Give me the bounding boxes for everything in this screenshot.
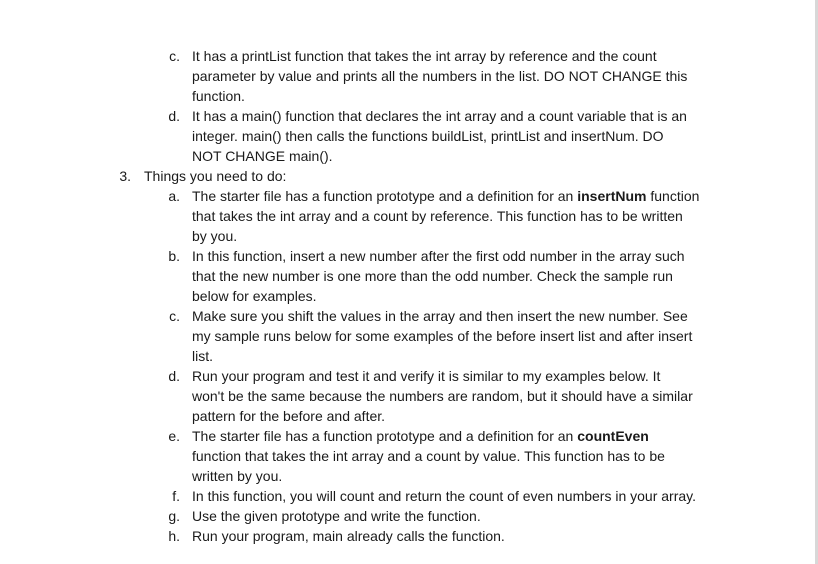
text-run: The starter file has a function prototype and a definition for an	[192, 428, 578, 444]
list-item-continuation	[0, 326, 815, 346]
list-text: pattern for the before and after.	[192, 408, 386, 424]
list-item-continuation	[0, 286, 815, 306]
list-item-c-shift	[0, 306, 815, 326]
function-name-counteven: countEven	[577, 428, 649, 444]
list-item-b	[0, 246, 815, 266]
list-item-continuation	[0, 386, 815, 406]
list-text: In this function, you will count and return the count of even numbers in your array.	[192, 488, 697, 504]
section-number: 3.	[119, 168, 131, 184]
list-text: that takes the int array and a count by reference. This function has to be written	[192, 208, 683, 224]
list-item-h	[0, 526, 815, 546]
list-item-continuation	[0, 466, 815, 486]
list-item-continuation	[0, 266, 815, 286]
list-text: Use the given prototype and write the function.	[192, 508, 481, 524]
list-item-continuation	[0, 146, 815, 166]
function-name-insertnum: insertNum	[577, 188, 647, 204]
list-item-continuation	[0, 66, 815, 86]
list-item-continuation	[0, 346, 815, 366]
list-marker: g.	[168, 508, 180, 524]
list-text: NOT CHANGE main().	[192, 148, 333, 164]
list-marker: d.	[168, 368, 180, 384]
list-text: It has a main() function that declares the int array and a count variable that is an	[192, 108, 687, 124]
list-text: In this function, insert a new number after the first odd number in the array such	[192, 248, 685, 264]
list-text: It has a printList function that takes the int array by reference and the count	[192, 48, 657, 64]
list-text: by you.	[192, 228, 238, 244]
list-item-d-run	[0, 366, 815, 386]
list-marker: f.	[172, 488, 180, 504]
list-item-continuation	[0, 126, 815, 146]
document-body	[0, 46, 815, 546]
list-text: list.	[192, 348, 213, 364]
list-item-g	[0, 506, 815, 526]
list-text	[192, 426, 649, 446]
list-text: my sample runs below for some examples of the before insert list and after insert	[192, 328, 693, 344]
list-text: function that takes the int array and a count by value. This function has to be	[192, 448, 665, 464]
list-item-e-counteven	[0, 426, 815, 446]
list-item-f	[0, 486, 815, 506]
list-text: written by you.	[192, 468, 283, 484]
list-marker: c.	[169, 48, 180, 64]
section-title: Things you need to do:	[144, 168, 287, 184]
list-text: Run your program, main already calls the function.	[192, 528, 505, 544]
list-item-continuation	[0, 406, 815, 426]
text-run: function	[646, 188, 700, 204]
list-item-a-insertnum	[0, 186, 815, 206]
list-marker: d.	[168, 108, 180, 124]
list-text: Make sure you shift the values in the array and then insert the new number. See	[192, 308, 688, 324]
list-text: integer. main() then calls the functions buildList, printList and insertNum. DO	[192, 128, 664, 144]
list-item-d-main	[0, 106, 815, 126]
list-marker: h.	[168, 528, 180, 544]
list-marker: e.	[168, 428, 180, 444]
list-text: won't be the same because the numbers are random, but it should have a similar	[192, 388, 693, 404]
text-run: The starter file has a function prototype and a definition for an	[192, 188, 578, 204]
list-marker: c.	[169, 308, 180, 324]
list-text: Run your program and test it and verify it is similar to my examples below. It	[192, 368, 661, 384]
list-text: below for examples.	[192, 288, 317, 304]
list-text	[192, 186, 699, 206]
list-item-continuation	[0, 226, 815, 246]
list-marker: a.	[168, 188, 180, 204]
list-text: that the new number is one more than the odd number. Check the sample run	[192, 268, 673, 284]
list-item-continuation	[0, 86, 815, 106]
list-text: parameter by value and prints all the numbers in the list. DO NOT CHANGE this	[192, 68, 688, 84]
list-text: function.	[192, 88, 245, 104]
section-heading-3	[0, 166, 815, 186]
list-item-continuation	[0, 206, 815, 226]
list-item-continuation	[0, 446, 815, 466]
list-marker: b.	[168, 248, 180, 264]
list-item-c-printlist	[0, 46, 815, 66]
